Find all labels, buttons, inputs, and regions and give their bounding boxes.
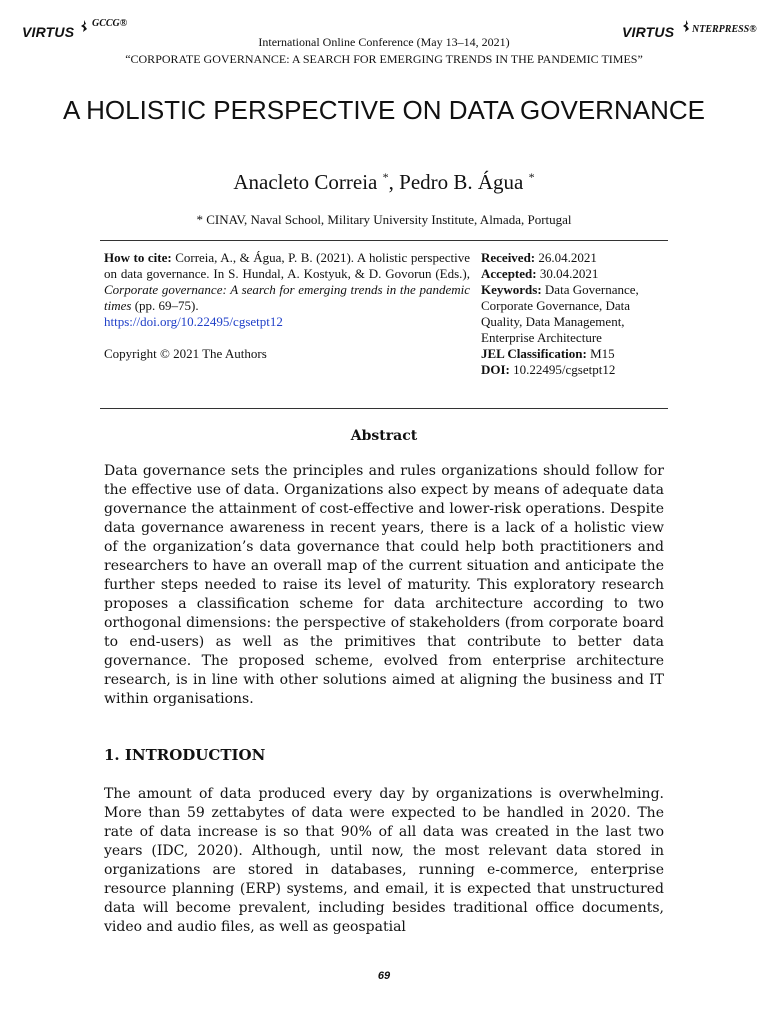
citation-block bbox=[104, 250, 470, 362]
introduction-text: The amount of data produced every day by organizations is overwhelming. More than 59 zettabytes of data were expected to be handled in 2020. The rate of data increase is so that 90% of all data was created in the last two years (IDC, 2020). Although, until now, the most relevant data stored in organizations are stored in databases, running e-commerce, enterprise resource planning (ERP) systems, and email, it is expected that unstructured data will become prevalent, including besides traditional office documents, video and audio files, as well as geospatial bbox=[104, 786, 664, 935]
affiliation: * CINAV, Naval School, Military University Institute, Almada, Portugal bbox=[196, 212, 572, 227]
logo-left-word: VIRTUS bbox=[22, 24, 75, 40]
authors-line: Anacleto Correia *, Pedro B. Água * bbox=[233, 170, 535, 194]
received-row: Received: 26.04.2021 bbox=[481, 250, 597, 265]
conference-theme: “CORPORATE GOVERNANCE: A SEARCH FOR EMERGING TRENDS IN THE PANDEMIC TIMES” bbox=[125, 52, 643, 66]
logo-right-word: VIRTUS bbox=[622, 24, 675, 40]
article-meta bbox=[481, 250, 671, 378]
accepted-row: Accepted: 30.04.2021 bbox=[481, 266, 599, 281]
paper-title: A HOLISTIC PERSPECTIVE ON DATA GOVERNANCE bbox=[63, 95, 705, 125]
citation-text: How to cite: Correia, A., & Água, P. B. (2021). A holistic perspective on data governance. In S. Hundal, A. Kostyuk, & D. Govorun (Eds.), Corporate governance: A search for emerging trends in the pandemic times (pp. 69–75). bbox=[104, 250, 471, 313]
keywords-row: Keywords: Data Governance, Corporate Governance, Data Quality, Data Management, Enterprise Architecture bbox=[481, 282, 639, 345]
conference-name: International Online Conference (May 13–14, 2021) bbox=[258, 35, 510, 49]
author-mark: * bbox=[528, 170, 535, 184]
jel-row: JEL Classification: M15 bbox=[481, 346, 615, 361]
book-title: Corporate governance: A search for emerging trends in the pandemic times bbox=[104, 282, 470, 313]
copyright: Copyright © 2021 The Authors bbox=[104, 346, 267, 361]
abstract-heading: Abstract bbox=[350, 428, 418, 444]
citation-label: How to cite: bbox=[104, 250, 172, 265]
section-heading: 1. INTRODUCTION bbox=[104, 746, 266, 764]
doi-link[interactable]: https://doi.org/10.22495/cgsetpt12 bbox=[104, 314, 283, 329]
logo-right-tag: NTERPRESS® bbox=[692, 24, 757, 35]
divider bbox=[100, 408, 668, 409]
abstract-text: Data governance sets the principles and rules organizations should follow for the effective use of data. Organizations also expect by means of adequate data governance the attainment of cost-effective and lower-risk operations. Despite data governance awareness in recent years, there is a lack of a holistic view of the organization’s data governance that could help both practitioners and researchers to have an overall map of the current situation and anticipate the further steps needed to raise its level of maturity. This exploratory research proposes a classification scheme for data architecture according to two orthogonal dimensions: the perspective of stakeholders (from corporate board to end-users) as well as the primitives that contribute to better data governance. The proposed scheme, evolved from enterprise architecture research, is in line with other solutions aimed at aligning the business and IT within organisations. bbox=[104, 463, 664, 707]
author-mark: * bbox=[382, 170, 389, 184]
author-1: Anacleto Correia bbox=[233, 170, 378, 194]
divider bbox=[100, 240, 668, 241]
page-number: 69 bbox=[377, 970, 391, 982]
author-2: Pedro B. Água bbox=[399, 170, 524, 194]
virtus-flame-icon bbox=[80, 20, 88, 32]
doi-row: DOI: 10.22495/cgsetpt12 bbox=[481, 362, 616, 377]
logo-left-tag: GCCG® bbox=[92, 18, 128, 29]
virtus-flame-icon bbox=[682, 20, 690, 32]
